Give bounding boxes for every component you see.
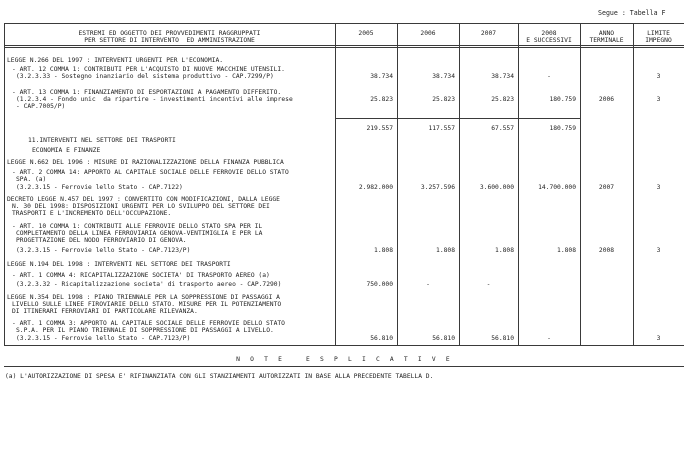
item-art1-c4-2005: 750.000 [366,281,393,288]
header-anno-line2: TERMINALE [589,37,624,44]
item-art2-2005: 2.982.000 [358,184,393,191]
item-art1-c3-2006: 56.810 [432,335,455,342]
item-art2-line1: - ART. 2 COMMA 14: APPORTO AL CAPITALE SOCIALE DELLE FERROVIE DELLO STATO [12,169,289,176]
item-art2-anno: 2007 [598,184,615,191]
item-art12-2006: 38.734 [432,73,455,80]
item-art2-line2: SPA. (a) [16,176,47,183]
header-limite-line2: IMPEGNO [645,37,672,44]
header-limite-line1: LIMITE [647,30,670,37]
item-art12-2007: 38.734 [491,73,514,80]
law-heading-194-1998: LEGGE N.194 DEL 1998 : INTERVENTI NEL SETTORE DEI TRASPORTI [7,261,231,268]
header-anno-line1: ANNO [598,30,615,37]
item-art12-line1: - ART. 12 COMMA 1: CONTRIBUTI PER L'ACQUISTO DI NUOVE MACCHINE UTENSILI. [12,66,285,73]
item-art13-2006: 25.823 [432,96,455,103]
header-description-line2: PER SETTORE DI INTERVENTO ED AMMINISTRAZIONE [84,37,255,44]
item-art1-c3-2008: - [547,335,551,342]
item-art2-line3: (3.2.3.15 - Ferrovie lello Stato - CAP.7122) [16,184,183,191]
item-art1-c3-line3: (3.2.3.15 - Ferrovie lello Stato - CAP.7123/P) [16,335,191,342]
header-2007: 2007 [480,30,497,37]
item-art12-2005: 38.734 [370,73,393,80]
item-art1-c3-limite: 3 [656,335,661,342]
item-art1-c4-2006: - [426,281,430,288]
item-art12-2008: - [547,73,551,80]
item-art2-2006: 3.257.596 [420,184,455,191]
item-art13-line1: - ART. 13 COMMA 1: FINANZIAMENTO DI ESPORTAZIONI A PAGAMENTO DIFFERITO. [12,89,282,96]
law-heading-457-1997-line2: N. 30 DEL 1998: DISPOSIZIONI URGENTI PER LO SVILUPPO DEL SETTORE DEI [12,203,270,210]
item-art12-limite: 3 [656,73,661,80]
item-art13-line3: - CAP.7005/P) [16,103,66,110]
item-art2-2007: 3.600.000 [479,184,514,191]
col-divider-left [4,23,5,345]
page-continuation-label: Segue : Tabella F [598,9,666,17]
table-bottom-rule [4,345,684,346]
header-2008-line1: 2008 [541,30,557,37]
item-art13-2007: 25.823 [491,96,514,103]
subtotal-2005: 219.557 [366,125,393,132]
item-art10-line4: (3.2.3.15 - Ferrovie lello Stato - CAP.7123/P) [16,247,191,254]
subtotal-2008: 180.759 [549,125,576,132]
header-2008-line2: E SUCCESSIVI [526,37,572,44]
item-art1-c4-2007: - [486,281,491,288]
section-heading-trasporti: 11.INTERVENTI NEL SETTORE DEI TRASPORTI [28,137,176,144]
subtotal-2007: 67.557 [491,125,514,132]
item-art13-anno: 2006 [598,96,615,103]
law-heading-457-1997-line1: DECRETO LEGGE N.457 DEL 1997 : CONVERTITO CON MODIFICAZIONI, DALLA LEGGE [7,196,280,203]
item-art10-2006: 1.808 [436,247,455,254]
law-heading-354-1998-line1: LEGGE N.354 DEL 1998 : PIANO TRIENNALE PER LA SOPPRESSIONE DI PASSAGGI A [7,294,280,301]
law-heading-266-1997: LEGGE N.266 DEL 1997 : INTERVENTI URGENTI PER L'ECONOMIA. [7,57,224,64]
header-description-line1: ESTREMI ED OGGETTO DEI PROVVEDIMENTI RAGGRUPPATI [78,30,261,37]
item-art1-c3-line1: - ART. 1 COMMA 3: APPORTO AL CAPITALE SOCIALE DELLE FERROVIE DELLO STATO [12,320,285,327]
item-art10-line2: COMPLETAMENTO DELLA LINEA FERROVIARIA GENOVA-VENTIMIGLIA E PER LA [16,230,263,237]
item-art10-line3: PROGETTAZIONE DEL NODO FERROVIARIO DI GENOVA. [16,237,187,244]
header-2005: 2005 [358,30,374,37]
administration-heading: ECONOMIA E FINANZE [32,147,101,154]
item-art1-c4-line1: - ART. 1 COMMA 4: RICAPITALIZZAZIONE SOCIETA' DI TRASPORTO AEREO (a) [12,272,270,279]
notes-title: N O T E E S P L I C A T I V E [236,356,453,363]
item-art10-2005: 1.808 [374,247,393,254]
item-art10-limite: 3 [656,247,661,254]
item-art1-c3-2007: 56.810 [491,335,514,342]
item-art2-limite: 3 [656,184,661,191]
header-2006: 2006 [420,30,436,37]
item-art13-limite: 3 [656,96,661,103]
subtotal-2006: 117.557 [428,125,455,132]
law-heading-354-1998-line3: DI ITINERARI FERROVIARI DI PARTICOLARE RILEVANZA. [12,308,198,315]
item-art1-c3-line2: S.P.A. PER IL PIANO TRIENNALE DI SOPPRESSIONE DI PASSAGGI A LIVELLO. [16,327,274,334]
header-bottom-rule [4,45,684,46]
item-art10-2007: 1.808 [495,247,514,254]
item-art10-line1: - ART. 10 COMMA 1: CONTRIBUTI ALLE FERROVIE DELLO STATO SPA PER IL [12,223,263,230]
table-top-rule [4,23,684,24]
item-art2-2008: 14.700.000 [538,184,576,191]
header-bottom-rule-double [4,47,684,48]
notes-text: (a) L'AUTORIZZAZIONE DI SPESA E' RIFINANZIATA CON GLI STANZIAMENTI AUTORIZZATI IN BASE ALLA PRECEDENTE TABELLA D. [5,373,434,380]
law-heading-354-1998-line2: LIVELLO SULLE LINEE FIROVIARIE DELLO STATO. MISURE PER IL POTENZIAMENTO [12,301,282,308]
item-art12-line2: (3.2.3.33 - Sostegno inanziario del sistema produttivo - CAP.7299/P) [16,73,274,80]
item-art13-2005: 25.823 [370,96,393,103]
law-heading-662-1996: LEGGE N.662 DEL 1996 : MISURE DI RAZIONALIZZAZIONE DELLA FINANZA PUBBLICA [7,159,284,166]
item-art13-2008: 180.759 [549,96,576,103]
item-art1-c3-2005: 56.810 [370,335,393,342]
item-art10-anno: 2008 [598,247,615,254]
notes-header-rule [4,366,684,367]
item-art1-c4-line2: (3.2.3.32 - Ricapitalizzazione societa' di trasporto aereo - CAP.7290) [16,281,282,288]
subtotal-rule [335,118,580,119]
law-heading-457-1997-line3: TRASPORTI E L'INCREMENTO DELL'OCCUPAZIONE. [12,210,172,217]
item-art10-2008: 1.808 [557,247,576,254]
item-art13-line2: (1.2.3.4 - Fondo unic da ripartire - investimenti incentivi alle imprese [16,96,293,103]
